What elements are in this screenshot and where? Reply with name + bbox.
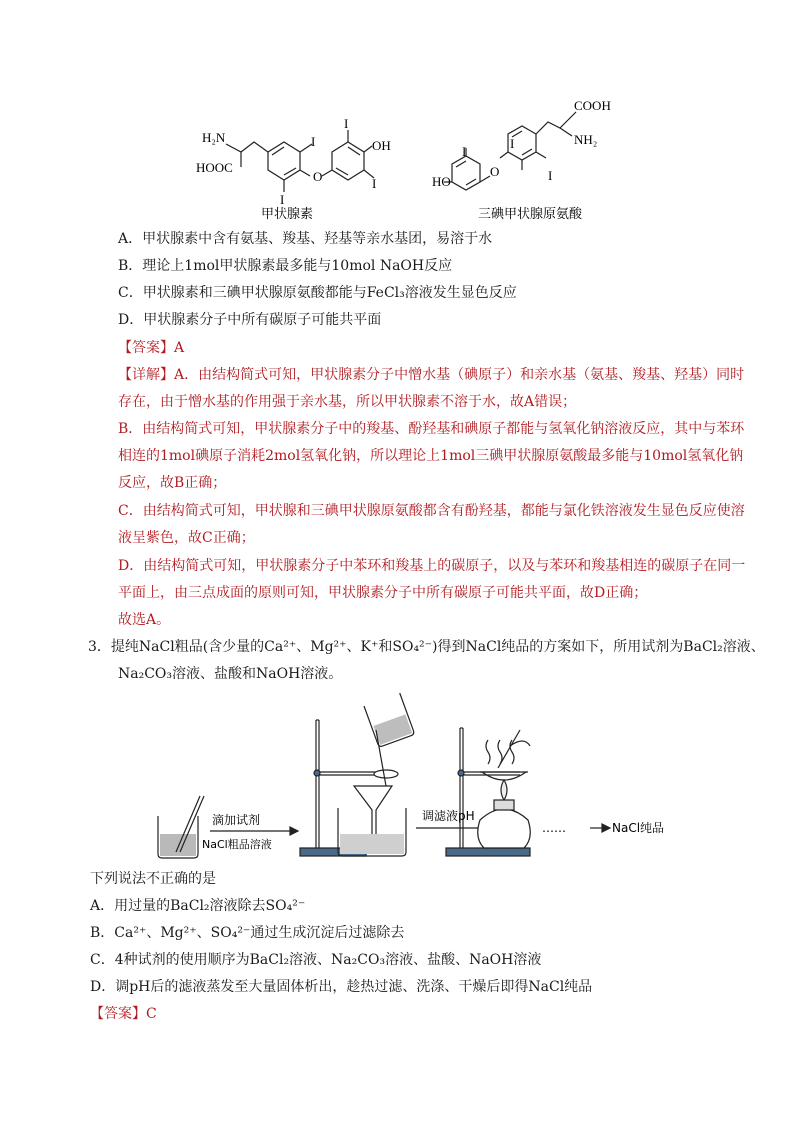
q2-detail-line	[118, 366, 744, 384]
q3-option-c: C．4种试剂的使用顺序为BaCl₂溶液、Na₂CO₃溶液、盐酸、NaOH溶液	[90, 952, 542, 968]
q2-option-a: A．甲状腺素中含有氨基、羧基、羟基等亲水基团，易溶于水	[118, 231, 493, 247]
q2-option-d: D．甲状腺素分子中所有碳原子可能共平面	[118, 312, 382, 328]
label-o: O	[490, 164, 500, 179]
answer-tag: 【答案】	[118, 340, 174, 356]
q2-detail-line: 平面上，由三点成面的原则可知，甲状腺素分子中所有碳原子可能共平面，故D正确；	[118, 585, 648, 601]
question-number: 3．	[88, 639, 111, 655]
label-h2n: H₂N	[202, 130, 226, 145]
q2-detail-line: D．由结构简式可知，甲状腺素分子中苯环和羧基上的碳原子，以及与苯环和羧基相连的碳原子在同一	[118, 558, 746, 574]
q2-option-b: B．理论上1mol甲状腺素最多能与10mol NaOH反应	[118, 258, 453, 274]
answer-tag: 【答案】	[90, 1006, 146, 1022]
label-i: I	[344, 116, 349, 131]
label-i: I	[462, 144, 467, 159]
q2-detail-line: 液呈紫色，故C正确；	[118, 530, 255, 546]
label-i: I	[372, 176, 377, 191]
q3-option-b: B．Ca²⁺、Mg²⁺、SO₄²⁻通过生成沉淀后过滤除去	[90, 925, 405, 941]
structure-triiodothyronine	[432, 92, 632, 224]
stem-text: 提纯NaCl粗品(含少量的Ca²⁺、Mg²⁺、K⁺和SO₄²⁻)得到NaCl纯品的方案如下，所用试剂为BaCl₂溶液、	[110, 639, 765, 655]
answer-value: C	[146, 1006, 157, 1022]
q2-detail-line: 故选A。	[118, 612, 171, 628]
q2-answer	[118, 339, 184, 357]
dots: ……	[542, 821, 566, 835]
q2-detail-line: 反应，故B正确；	[118, 475, 227, 491]
q2-detail-line: B．由结构简式可知，甲状腺素分子中的羧基、酚羟基和碘原子都能与氢氧化钠溶液反应，其中与苯环	[118, 421, 745, 437]
apparatus-diagram	[150, 688, 690, 860]
caption-triiodothyronine: 三碘甲状腺原氨酸	[478, 207, 583, 222]
q3-option-a: A．用过量的BaCl₂溶液除去SO₄²⁻	[90, 898, 306, 914]
label-i: I	[311, 134, 316, 149]
q2-detail-line: 存在，由于憎水基的作用强于亲水基，所以甲状腺素不溶于水，故A错误；	[118, 394, 577, 410]
structure-thyroxine	[196, 112, 426, 224]
detail-text: A．由结构简式可知，甲状腺素分子中憎水基（碘原子）和亲水基（氨基、羧基、羟基）同时	[174, 367, 745, 383]
q2-detail-line: 相连的1mol碘原子消耗2mol氢氧化钠，所以理论上1mol三碘甲状腺原氨酸最多能与10mol氢氧化钠	[118, 448, 744, 464]
step2-label: 调滤液pH	[422, 809, 475, 823]
product-label: NaCl纯品	[612, 821, 665, 835]
label-i: I	[548, 168, 553, 183]
label-i: I	[280, 192, 285, 207]
caption-thyroxine: 甲状腺素	[261, 207, 314, 222]
q3-stem	[88, 638, 765, 656]
label-hooc: HOOC	[196, 160, 233, 175]
label-nh2: NH₂	[574, 132, 598, 147]
beaker-label: NaCl粗品溶液	[202, 838, 272, 851]
q2-detail-line: C．由结构简式可知，甲状腺和三碘甲状腺原氨酸都含有酚羟基，都能与氯化铁溶液发生显色反应使溶	[118, 503, 745, 519]
q3-stem-line2: Na₂CO₃溶液、盐酸和NaOH溶液。	[118, 666, 343, 682]
label-i: I	[510, 136, 515, 151]
label-o: O	[313, 169, 323, 184]
label-oh: OH	[372, 138, 391, 153]
label-ho: HO	[432, 174, 451, 189]
q3-option-d: D．调pH后的滤液蒸发至大量固体析出，趁热过滤、洗涤、干燥后即得NaCl纯品	[90, 979, 593, 995]
detail-tag: 【详解】	[118, 367, 174, 383]
q3-prompt: 下列说法不正确的是	[90, 871, 216, 887]
answer-value: A	[174, 340, 185, 356]
step1-label: 滴加试剂	[212, 813, 261, 827]
q3-answer	[90, 1005, 157, 1023]
label-cooh: COOH	[574, 98, 611, 113]
q2-option-c: C．甲状腺素和三碘甲状腺原氨酸都能与FeCl₃溶液发生显色反应	[118, 285, 517, 301]
